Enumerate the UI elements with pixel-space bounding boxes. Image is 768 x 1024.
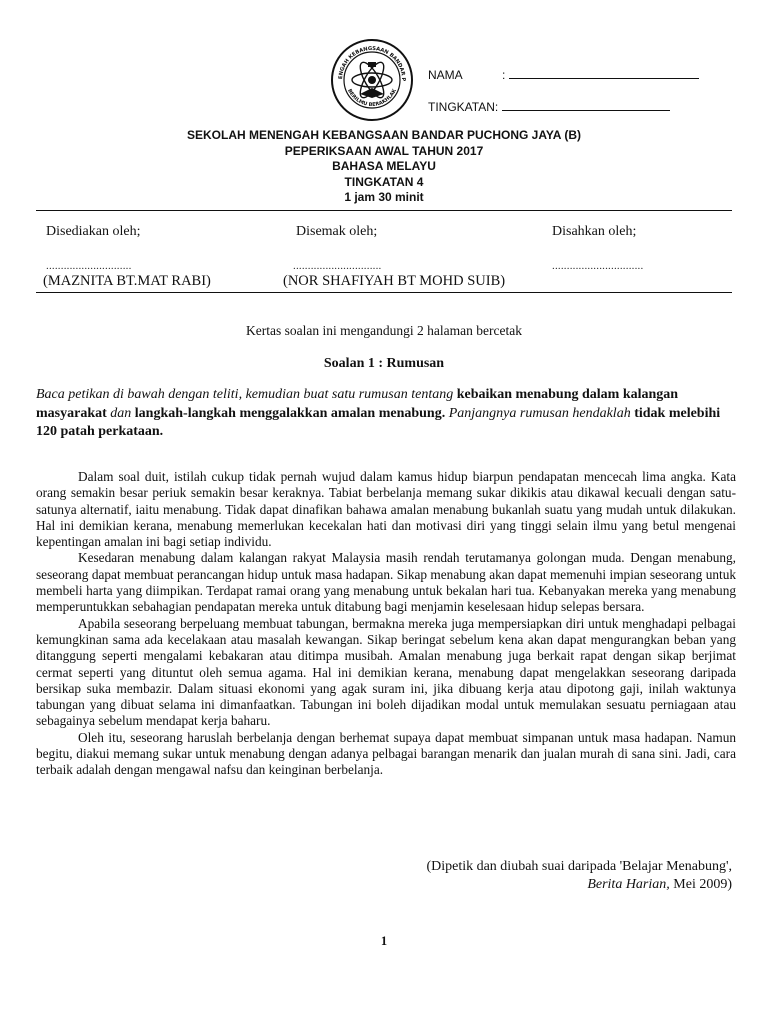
name-label: NAMA — [428, 68, 463, 82]
name-colon: : — [502, 68, 506, 82]
prepared-by-signature-line: ............................. — [46, 260, 132, 272]
instruction-focus-2: langkah-langkah menggalakkan amalan menabung. — [134, 405, 446, 421]
subject-title: BAHASA MELAYU — [332, 159, 436, 173]
page-number: 1 — [380, 934, 388, 948]
prepared-by-name: (MAZNITA BT.MAT RABI) — [43, 273, 211, 289]
approved-by-label: Disahkan oleh; — [552, 224, 637, 239]
passage-paragraph: Dalam soal duit, istilah cukup tidak pernah wujud dalam kamus hidup biarpun pendapatan mencecah lima angka. Kata orang semakin besar periuk semakin besar keraknya. Tabiat berbelanja memang sukar dikikis atau dikawal kecuali dengan satu-satunya alternatif, iaitu menabung. Tidak dapat dinafikan bahawa amalan menabung bukanlah suatu yang mudah untuk dilakukan. Hal ini demikian kerana, menabung memerlukan kecekalan hati dan motivasi diri yang tinggi selain ilmu yang betul mengenai kepentingan amalan ini bagi setiap individu. — [36, 469, 736, 550]
instruction-text-3: Panjangnya rumusan hendaklah — [445, 405, 635, 421]
passage-paragraph: Oleh itu, seseorang haruslah berbelanja dengan berhemat supaya dapat membuat simpanan untuk masa hadapan. Namun begitu, diakui memang sukar untuk menabung dengan adanya pelbagai barangan menarik dan jualan murah di sana sini. Jadi, cara terbaik adalah dengan mengawal nafsu dan keinginan berbelanja. — [36, 729, 736, 778]
source-publication: Berita Harian, — [587, 876, 670, 892]
header-divider — [36, 210, 732, 211]
source-date: Mei 2009) — [669, 876, 732, 892]
form-field — [428, 99, 670, 114]
exam-duration: 1 jam 30 minit — [344, 190, 424, 204]
source-line-1: (Dipetik dan diubah suai daripada 'Belajar Menabung', — [426, 859, 732, 874]
checked-by-name: (NOR SHAFIYAH BT MOHD SUIB) — [283, 273, 506, 289]
pages-note: Kertas soalan ini mengandungi 2 halaman bercetak — [246, 323, 522, 338]
source-citation — [426, 858, 732, 893]
logo-motto: BERILMU BERAKHLAK — [346, 88, 398, 109]
approved-by-signature-line: ............................... — [552, 260, 644, 272]
instruction-focus-1: kebaikan menabung dalam kalangan masyarakat — [36, 387, 679, 421]
passage-paragraph: Kesedaran menabung dalam kalangan rakyat Malaysia masih rendah terutamanya golongan muda. Dengan menabung, seseorang dapat membuat perancangan hidup untuk masa hadapan. Sikap menabung akan dapat memenuhi impian seseorang untuk membeli harta yang diimpikan. Terdapat ramai orang yang menabung untuk bekalan hari tua. Kebanyakan mereka yang menabung memperuntukkan sebahagian pendapatan mereka untuk ditabung bagi menjamin keselesaan hidup selepas bersara. — [36, 550, 736, 615]
exam-title: PEPERIKSAAN AWAL TAHUN 2017 — [284, 143, 484, 158]
question-title: Soalan 1 : Rumusan — [323, 356, 445, 371]
form-label: TINGKATAN: — [428, 100, 499, 114]
name-field — [428, 67, 699, 82]
school-logo — [330, 38, 414, 122]
prepared-by-label: Disediakan oleh; — [46, 224, 141, 239]
school-name: SEKOLAH MENENGAH KEBANGSAAN BANDAR PUCHONG JAYA (B) — [186, 128, 582, 142]
passage-paragraph: Apabila seseorang berpeluang membuat tabungan, bermakna mereka juga mempersiapkan diri untuk menghadapi pelbagai kemungkinan sama ada kecelakaan atau masalah kewangan. Sikap beringat sebelum kena akan dapat mengurangkan beban yang ditanggung seperti mengalami kebakaran atau ditimpa musibah. Amalan menabung juga berkait rapat dengan sikap berjimat cermat seperti yang dituntut oleh semua agama. Hal ini demikian kerana, menabung dapat mengelakkan seseorang daripada bersikap suka membazir. Dalam situasi ekonomi yang agak suram ini, jika dibuang kerja atau dipotong gaji, inilah waktunya tabungan yang dibuat selama ini dimanfaatkan. Tabungan ini boleh dijadikan modal untuk memulakan sesuatu perniagaan atau sebagainya sebelum mendapat kerja baharu. — [36, 615, 736, 729]
svg-text:SEKOLAH MENENGAH KEBANGSAAN BA — [330, 38, 406, 82]
form-blank-line[interactable] — [502, 99, 670, 111]
instruction — [36, 386, 736, 442]
instruction-text-1: Baca petikan di bawah dengan teliti, kemudian buat satu rumusan tentang — [36, 387, 457, 402]
form-level: TINGKATAN 4 — [344, 174, 424, 189]
passage — [36, 469, 736, 779]
name-blank-line[interactable] — [509, 67, 699, 79]
instruction-word-limit: tidak melebihi 120 patah perkataan. — [36, 405, 721, 439]
checked-by-label: Disemak oleh; — [296, 224, 378, 239]
checked-by-signature-line: .............................. — [293, 260, 382, 272]
exam-header — [0, 128, 768, 206]
signature-divider — [36, 292, 732, 293]
instruction-text-2: dan — [106, 405, 135, 421]
logo-ring-text: ENGAH KEBANGSAAN BANDAR P — [337, 45, 407, 82]
